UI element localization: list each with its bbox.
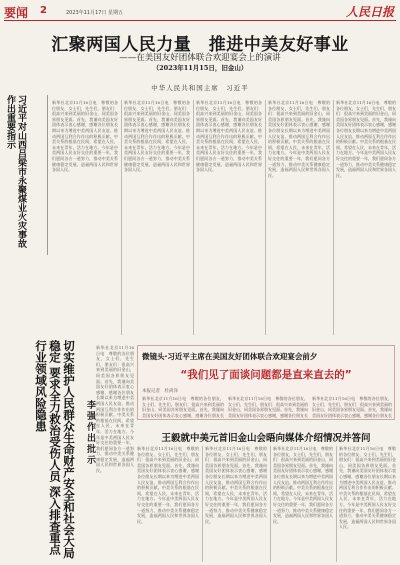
body-text: 新华社北京11月16日电 尊敬的各位朋友，女士们，先生们，朋友们：很高兴来到美丽的旧金山，同美国各界朋友见面。首先，我谨向美国友好团体表示衷心感谢，感谢各位朋友长期以来为增进中美两国人民友谊、推动两国互利合作作出的积极贡献。中美关系的根基在民间，希望在人民，未来在青年，活力在地方。今年是中美两国人民友好交往的重要一年，我们愿同各方一道努力，推动中美关系健康稳定发展，造福两国人民和世界各国人民。 [137, 446, 199, 524]
publication-date: 2023年11月17日 星期五 [66, 10, 124, 16]
story3-body-2 [205, 446, 267, 562]
story3-body-4 [339, 446, 396, 562]
lead-body-col-1 [52, 100, 118, 335]
divider [121, 100, 122, 335]
lead-body-col-3 [196, 100, 262, 335]
feature-body-1 [142, 396, 224, 418]
divider [336, 446, 337, 562]
lead-body-col-4 [268, 100, 330, 335]
masthead [4, 3, 396, 21]
story3-body-3 [273, 446, 333, 562]
lead-body-col-2 [124, 100, 190, 335]
story3-body-1 [137, 446, 199, 562]
body-text: 新华社北京11月16日电 尊敬的各位朋友，女士们，先生们，朋友们：很高兴来到美丽的旧金山，同美国各界朋友见面。首先，我谨向美国友好团体表示衷心感谢，感谢各位朋友长期以来为增进中美两国人民友谊、推动两国互利合作作出的积极贡献。中美关系的根基在民间，希望在人民，未来在青年，活力在地方。今年是中美两国人民友好交往的重要一年，我们愿同各方一道努力，推动中美关系健康稳定发展，造福两国人民和世界各国人民。 [205, 446, 267, 524]
body-text: 新华社北京11月16日电 尊敬的各位朋友，女士们，先生们，朋友们：很高兴来到美丽的旧金山，同美国各界朋友见面。首先，我谨向美国友好团体表示衷心感谢，感谢各位朋友长期以来为增进中美两国人民友谊、推动两国互利合作作出的积极贡献。中美关系的根基在民间，希望在人民，未来在青年，活力在地方。今年是中美两国人民友好交往的重要一年，我们愿同各方一道努力，推动中美关系健康稳定发展，造福两国人民和世界各国人民。 [52, 100, 118, 173]
feature-author: 本报记者 杜尚泽 [142, 389, 178, 394]
lead-dateline: （2023年11月15日，旧金山） [152, 64, 248, 72]
side-headline: 习近平对山西吕梁市永聚煤业火灾事故作出重要指示 [5, 95, 26, 248]
body-text: 新华社北京11月16日电 尊敬的各位朋友，女士们，先生们，朋友们：很高兴来到美丽的旧金山，同美国各界朋友见面。首先，我谨向美国友好团体表示衷心感谢，感谢各位朋友长期以来为增进中美两国人民友谊、推动两国互利合作作出的积极贡献。中美关系的根基在民间，希望在人民，未来在青年，活力在地方。今年是中美两国人民友好交往的重要一年，我们愿同各方一道努力，推动中美关系健康稳定发展，造福两国人民和世界各国人民。 [196, 100, 262, 173]
newspaper-logo: 人民日报 [345, 5, 394, 19]
divider [333, 100, 334, 335]
body-text: 新华社北京11月16日电 尊敬的各位朋友，女士们，先生们，朋友们：很高兴来到美丽的旧金山，同美国各界朋友见面。首先，我谨向美国友好团体表示衷心感谢，感谢各位朋友长 [312, 396, 392, 418]
instruction-headline: 切实维护人民群众生命财产安全和社会大局稳定 要求全力救治受伤人员 深入排查重点行业领域风险隐患 [34, 340, 76, 559]
divider [265, 100, 266, 335]
body-text: 新华社北京11月16日电 尊敬的各位朋友，女士们，先生们，朋友们：很高兴来到美丽的旧金山，同美国各界朋友见面。首先，我谨向美国友好团体表示衷心感谢，感谢各位朋友长期以来为增进中美两国人民友谊、推动两国互利合作作出的积极贡献。中美关系的根基在民间，希望在人民，未来在青年，活力在地方。今年是中美两国人民友好交往的重要一年，我们愿同各方一道努力，推动中美关系健康稳定发展，造福两国人民和世界各国人民。 [268, 100, 330, 178]
lead-headline: 汇聚两国人民力量 推进中美友好事业 [51, 35, 349, 55]
feature-body-3 [312, 396, 392, 418]
body-text: 新华社北京11月16日电 尊敬的各位朋友，女士们，先生们，朋友们：很高兴来到美丽的旧金山，同美国各界朋友见面。首先，我谨向美国友好团体表示衷心感谢，感谢各位朋友长 [228, 396, 308, 418]
feature-kicker: 微镜头·习近平主席在美国友好团体联合欢迎宴会前夕 [142, 352, 318, 361]
instruction-author: 李强作出批示 [85, 400, 95, 466]
section-name: 要闻 [4, 6, 29, 20]
instruction-body [96, 345, 134, 560]
feature-body-2 [228, 396, 308, 418]
side-headline-box [4, 95, 48, 255]
body-text: 新华社北京11月16日电 尊敬的各位朋友，女士们，先生们，朋友们：很高兴来到美丽的旧金山，同美国各界朋友见面。首先，我谨向美国友好团体表示衷心感谢，感谢各位朋友长期以来为增进中美两国人民友谊、推动两国互利合作作出的积极贡献。中美关系的根基在民间，希望在人民，未来在青年，活力在地方。今年是中美两国人民友好交往的重要一年，我们愿同各方一道努力，推动中美关系健康稳定发展，造福两国人民和世界各国人民。 [336, 100, 396, 178]
lead-subhead: ——在美国友好团体联合欢迎宴会上的演讲 [119, 53, 281, 63]
page-number: 2 [40, 5, 47, 16]
story3-headline: 王毅就中美元首旧金山会晤向媒体介绍情况并答问 [161, 433, 371, 444]
divider [47, 95, 48, 255]
divider [193, 100, 194, 335]
body-text: 新华社北京11月16日电 尊敬的各位朋友，女士们，先生们，朋友们：很高兴来到美丽的旧金山，同美国各界朋友见面。首先，我谨向美国友好团体表示衷心感谢，感谢各位朋友长期以来为增进中美两国人民友谊、推动两国互利合作作出的积极贡献。中美关系的根基在民间，希望在人民，未来在青年，活力在地方。今年是中美两国人民友好交往的重要一年，我们愿同各方一道努力，推动中美关系健康稳定发展，造福两国人民和世界各国人民。 [339, 446, 396, 530]
body-text: 新华社北京11月16日电 尊敬的各位朋友，女士们，先生们，朋友们：很高兴来到美丽的旧金山，同美国各界朋友见面。首先，我谨向美国友好团体表示衷心感谢，感谢各位朋友长期以来为增进中美两国人民友谊、推动两国互利合作作出的积极贡献。中美关系的根基在民间，希望在人民，未来在青年，活力在地方。今年是中美两国人民友好交往的重要一年，我们愿同各方一道努力，推动中美关系健康稳定发展，造福两国人民和世界各国人民。 [96, 345, 134, 474]
lead-body-col-5 [336, 100, 396, 335]
feature-quote: “我们见了面谈问题都是直来直去的” [180, 369, 352, 381]
feature-box [137, 345, 395, 420]
body-text: 新华社北京11月16日电 尊敬的各位朋友，女士们，先生们，朋友们：很高兴来到美丽的旧金山，同美国各界朋友见面。首先，我谨向美国友好团体表示衷心感谢，感谢各位朋友长 [142, 396, 224, 418]
body-text: 新华社北京11月16日电 尊敬的各位朋友，女士们，先生们，朋友们：很高兴来到美丽的旧金山，同美国各界朋友见面。首先，我谨向美国友好团体表示衷心感谢，感谢各位朋友长期以来为增进中美两国人民友谊、推动两国互利合作作出的积极贡献。中美关系的根基在民间，希望在人民，未来在青年，活力在地方。今年是中美两国人民友好交往的重要一年，我们愿同各方一道努力，推动中美关系健康稳定发展，造福两国人民和世界各国人民。 [273, 446, 333, 524]
divider [202, 446, 203, 562]
lead-byline: 中华人民共和国主席 习近平 [151, 84, 249, 92]
body-text: 新华社北京11月16日电 尊敬的各位朋友，女士们，先生们，朋友们：很高兴来到美丽的旧金山，同美国各界朋友见面。首先，我谨向美国友好团体表示衷心感谢，感谢各位朋友长期以来为增进中美两国人民友谊、推动两国互利合作作出的积极贡献。中美关系的根基在民间，希望在人民，未来在青年，活力在地方。今年是中美两国人民友好交往的重要一年，我们愿同各方一道努力，推动中美关系健康稳定发展，造福两国人民和世界各国人民。 [124, 100, 190, 173]
divider [270, 446, 271, 562]
